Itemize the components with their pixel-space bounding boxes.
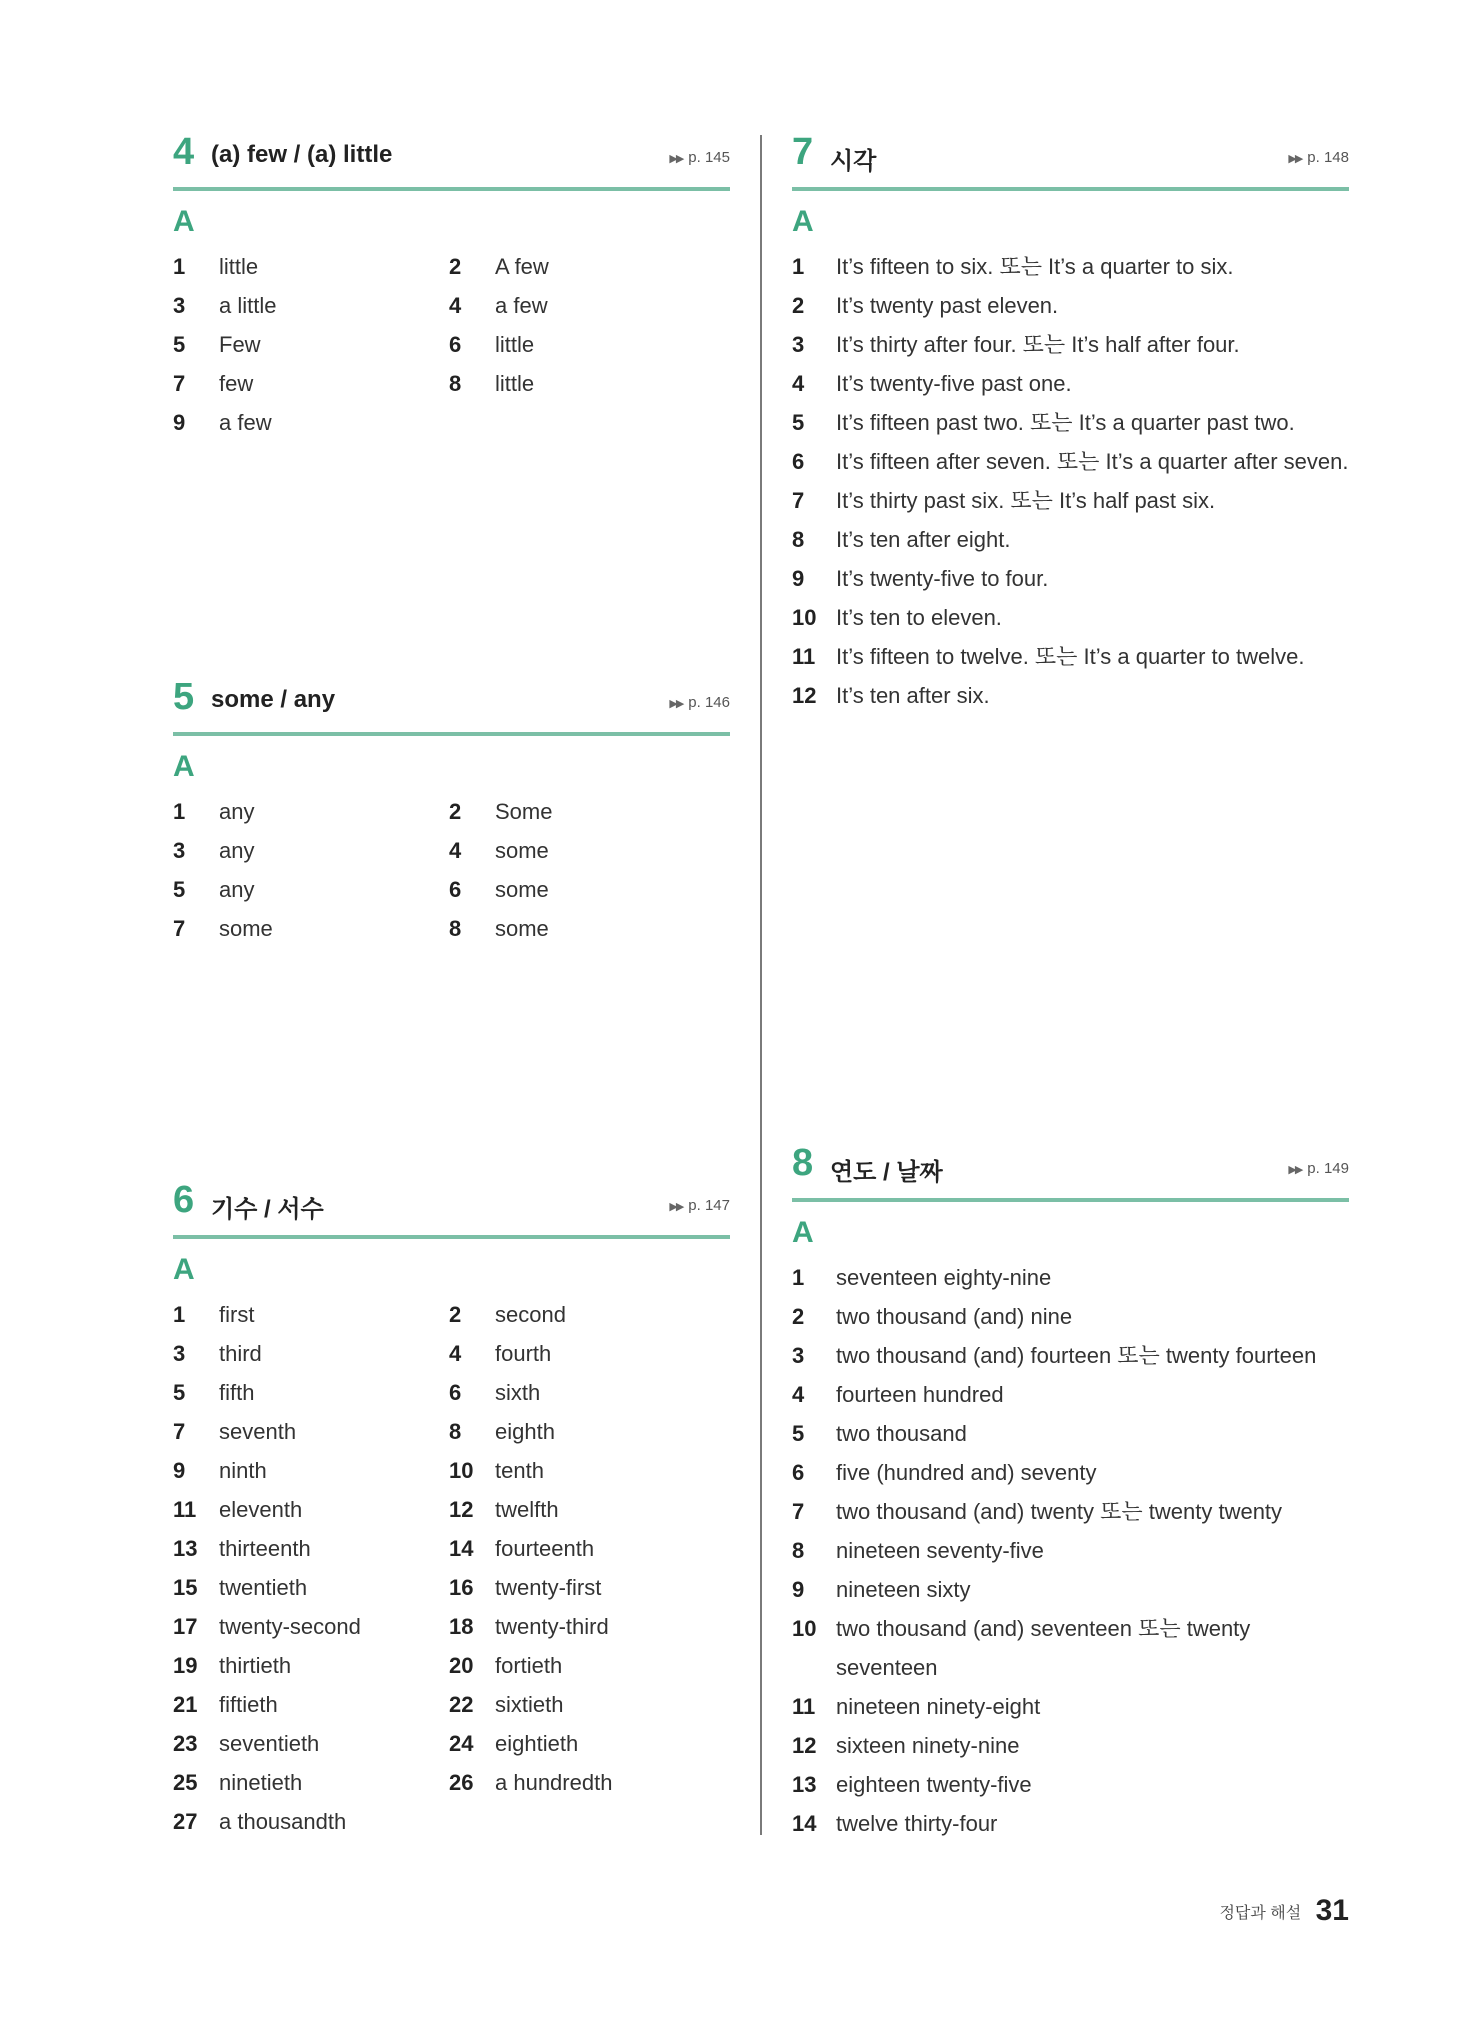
item-answer: thirteenth [219, 1536, 311, 1561]
item-number: 5 [173, 877, 186, 902]
item-number: 1 [792, 254, 805, 279]
answer-item [792, 364, 1349, 403]
answer-item [792, 1531, 1349, 1570]
section-header [173, 676, 730, 736]
item-number: 23 [173, 1731, 198, 1756]
item-answer: any [219, 799, 255, 824]
item-answer: sixth [495, 1380, 541, 1405]
item-answer: seventh [219, 1419, 297, 1444]
answer-item [792, 1609, 1349, 1687]
section-header [173, 131, 730, 191]
exercise-letter: A [792, 205, 814, 238]
page-number: 31 [1315, 1894, 1349, 1927]
answer-item [792, 1726, 1349, 1765]
item-answer: It’s twenty-five past one. [836, 371, 1072, 396]
item-number: 6 [792, 449, 805, 474]
item-number: 9 [792, 566, 805, 591]
item-answer: twenty-third [495, 1614, 609, 1639]
page-reference: ▶▶ p. 147 [669, 1197, 730, 1214]
item-number: 10 [792, 605, 817, 630]
item-answer: It’s fifteen to six. 또는 It’s a quarter to six. [836, 254, 1234, 279]
answer-item [792, 403, 1349, 442]
double-arrow-icon: ▶▶ [669, 153, 683, 165]
item-number: 12 [449, 1497, 474, 1522]
footer-label: 정답과 해설 [1219, 1904, 1302, 1922]
item-answer: It’s ten after eight. [836, 527, 1011, 552]
item-number: 6 [792, 1460, 805, 1485]
item-answer: some [495, 877, 549, 902]
section-title: 시각 [830, 148, 877, 175]
item-answer: little [495, 332, 535, 357]
item-number: 12 [792, 1733, 817, 1758]
page-reference: ▶▶ p. 149 [1288, 1160, 1349, 1177]
item-answer: any [219, 877, 255, 902]
answer-item [792, 1297, 1349, 1336]
item-number: 3 [792, 332, 805, 357]
item-answer: nineteen ninety-eight [836, 1694, 1041, 1719]
item-number: 24 [449, 1731, 474, 1756]
item-number: 1 [173, 254, 186, 279]
answer-item [792, 637, 1349, 676]
answer-item [792, 1453, 1349, 1492]
item-number: 7 [173, 916, 186, 941]
column-divider [760, 135, 762, 1835]
exercise-letter: A [173, 750, 195, 783]
section-number: 7 [792, 131, 814, 173]
item-answer: two thousand (and) fourteen 또는 twenty fourteen [836, 1343, 1317, 1368]
item-answer: eightieth [495, 1731, 579, 1756]
section-number: 8 [792, 1142, 814, 1184]
item-number: 4 [449, 1341, 462, 1366]
item-answer: first [219, 1302, 255, 1327]
item-answer: two thousand [836, 1421, 967, 1446]
section-number: 5 [173, 676, 195, 718]
item-answer: ninth [219, 1458, 267, 1483]
answer-item [792, 325, 1349, 364]
answer-item [792, 1375, 1349, 1414]
answer-list [792, 247, 1349, 715]
section-4 [173, 131, 730, 435]
exercise-letter: A [792, 1216, 814, 1249]
item-answer: A few [495, 254, 549, 279]
item-answer: some [495, 916, 549, 941]
item-number: 5 [792, 410, 805, 435]
item-number: 6 [449, 332, 462, 357]
item-number: 25 [173, 1770, 198, 1795]
item-number: 14 [449, 1536, 474, 1561]
double-arrow-icon: ▶▶ [1288, 1164, 1302, 1176]
item-answer: It’s twenty-five to four. [836, 566, 1049, 591]
answer-item [792, 1687, 1349, 1726]
item-answer: twentieth [219, 1575, 308, 1600]
item-number: 11 [173, 1497, 197, 1522]
item-answer: Some [495, 799, 553, 824]
page-reference: ▶▶ p. 145 [669, 149, 730, 166]
item-number: 4 [449, 838, 462, 863]
answer-item [792, 1570, 1349, 1609]
item-answer: twelfth [495, 1497, 559, 1522]
item-answer: eleventh [219, 1497, 303, 1522]
answer-item [792, 442, 1349, 481]
item-number: 3 [173, 1341, 186, 1366]
section-title: 기수 / 서수 [211, 1196, 324, 1223]
section-number: 4 [173, 131, 195, 173]
item-answer: a few [219, 410, 272, 435]
item-number: 11 [792, 1694, 816, 1719]
item-answer: thirtieth [219, 1653, 292, 1678]
item-answer: twenty-second [219, 1614, 361, 1639]
item-number: 8 [792, 527, 805, 552]
item-number: 8 [449, 916, 462, 941]
item-number: 2 [792, 1304, 805, 1329]
item-number: 7 [792, 488, 805, 513]
item-number: 4 [792, 371, 805, 396]
item-answer: nineteen sixty [836, 1577, 971, 1602]
answer-item [792, 1492, 1349, 1531]
item-number: 18 [449, 1614, 474, 1639]
item-number: 3 [173, 293, 186, 318]
item-number: 3 [792, 1343, 805, 1368]
item-answer: little [219, 254, 259, 279]
item-number: 27 [173, 1809, 198, 1834]
item-number: 21 [173, 1692, 198, 1717]
item-number: 2 [449, 799, 462, 824]
item-number: 13 [173, 1536, 198, 1561]
item-number: 8 [449, 371, 462, 396]
answer-item [792, 559, 1349, 598]
section-8 [792, 1142, 1349, 1836]
item-number: 1 [792, 1265, 805, 1290]
item-answer: a little [219, 293, 277, 318]
item-number: 20 [449, 1653, 474, 1678]
item-answer: fourth [495, 1341, 552, 1366]
item-number: 2 [792, 293, 805, 318]
item-answer: seventeen eighty-nine [836, 1265, 1052, 1290]
item-answer: a few [495, 293, 548, 318]
item-answer: It’s twenty past eleven. [836, 293, 1059, 318]
double-arrow-icon: ▶▶ [669, 698, 683, 710]
item-answer: nineteen seventy-five [836, 1538, 1044, 1563]
item-answer: fourteen hundred [836, 1382, 1004, 1407]
exercise-letter: A [173, 1253, 195, 1286]
item-number: 5 [173, 1380, 186, 1405]
item-number: 9 [173, 410, 186, 435]
item-number: 6 [449, 1380, 462, 1405]
item-number: 9 [792, 1577, 805, 1602]
item-number: 15 [173, 1575, 198, 1600]
answer-item [792, 286, 1349, 325]
item-number: 6 [449, 877, 462, 902]
answer-item [792, 676, 1349, 715]
item-answer: seventieth [219, 1731, 320, 1756]
item-number: 26 [449, 1770, 474, 1795]
item-answer: twenty-first [495, 1575, 602, 1600]
item-number: 16 [449, 1575, 474, 1600]
item-number: 7 [792, 1499, 805, 1524]
item-answer: eighteen twenty-five [836, 1772, 1032, 1797]
item-answer: some [219, 916, 273, 941]
answer-item [792, 520, 1349, 559]
double-arrow-icon: ▶▶ [669, 1201, 683, 1213]
item-number: 9 [173, 1458, 186, 1483]
item-number: 1 [173, 799, 186, 824]
item-number: 13 [792, 1772, 817, 1797]
item-answer: It’s thirty past six. 또는 It’s half past six. [836, 488, 1216, 513]
item-answer: tenth [495, 1458, 544, 1483]
answer-item [792, 598, 1349, 637]
item-number: 1 [173, 1302, 186, 1327]
page-reference: ▶▶ p. 146 [669, 694, 730, 711]
item-answer: five (hundred and) seventy [836, 1460, 1097, 1485]
section-title: some / any [211, 686, 336, 713]
item-number: 4 [449, 293, 462, 318]
item-answer: fortieth [495, 1653, 563, 1678]
item-number: 2 [449, 1302, 462, 1327]
item-number: 10 [792, 1616, 817, 1641]
answer-item [792, 1414, 1349, 1453]
section-6 [173, 1179, 730, 1834]
item-answer: ninetieth [219, 1770, 303, 1795]
item-number: 12 [792, 683, 817, 708]
item-number: 10 [449, 1458, 474, 1483]
item-answer: third [219, 1341, 262, 1366]
section-number: 6 [173, 1179, 195, 1221]
exercise-letter: A [173, 205, 195, 238]
item-number: 8 [449, 1419, 462, 1444]
item-answer: It’s fifteen after seven. 또는 It’s a quarter after seven. [836, 449, 1349, 474]
section-header [792, 131, 1349, 191]
page-footer [1219, 1894, 1349, 1934]
answer-item [792, 1336, 1349, 1375]
item-answer: two thousand (and) nine [836, 1304, 1073, 1329]
answer-item [792, 1258, 1349, 1297]
section-header [792, 1142, 1349, 1202]
item-number: 3 [173, 838, 186, 863]
item-number: 5 [792, 1421, 805, 1446]
item-number: 17 [173, 1614, 198, 1639]
section-header [173, 1179, 730, 1239]
item-answer: two thousand (and) seventeen 또는 twenty seventeen [836, 1616, 1251, 1680]
item-answer: few [219, 371, 254, 396]
answer-item [792, 247, 1349, 286]
item-answer: second [495, 1302, 566, 1327]
item-answer: some [495, 838, 549, 863]
item-answer: It’s ten to eleven. [836, 605, 1002, 630]
item-answer: a thousandth [219, 1809, 347, 1834]
item-answer: It’s fifteen to twelve. 또는 It’s a quarter to twelve. [836, 644, 1305, 669]
item-number: 19 [173, 1653, 198, 1678]
item-answer: any [219, 838, 255, 863]
item-answer: sixtieth [495, 1692, 564, 1717]
answer-item [792, 1804, 1349, 1843]
item-answer: little [495, 371, 535, 396]
item-number: 22 [449, 1692, 474, 1717]
item-answer: fifth [219, 1380, 255, 1405]
page-reference: ▶▶ p. 148 [1288, 149, 1349, 166]
item-answer: It’s ten after six. [836, 683, 990, 708]
section-7 [792, 131, 1349, 708]
item-answer: eighth [495, 1419, 555, 1444]
item-answer: Few [219, 332, 261, 357]
item-number: 7 [173, 1419, 186, 1444]
item-answer: sixteen ninety-nine [836, 1733, 1020, 1758]
item-number: 7 [173, 371, 186, 396]
item-number: 2 [449, 254, 462, 279]
item-answer: two thousand (and) twenty 또는 twenty twenty [836, 1499, 1283, 1524]
item-answer: fiftieth [219, 1692, 278, 1717]
answer-item [792, 481, 1349, 520]
answer-item [792, 1765, 1349, 1804]
item-number: 5 [173, 332, 186, 357]
item-number: 4 [792, 1382, 805, 1407]
section-title: 연도 / 날짜 [830, 1159, 943, 1186]
item-number: 14 [792, 1811, 817, 1836]
item-number: 8 [792, 1538, 805, 1563]
item-answer: fourteenth [495, 1536, 595, 1561]
item-answer: twelve thirty-four [836, 1811, 998, 1836]
section-5 [173, 676, 730, 941]
item-answer: It’s fifteen past two. 또는 It’s a quarter past two. [836, 410, 1295, 435]
item-answer: a hundredth [495, 1770, 613, 1795]
double-arrow-icon: ▶▶ [1288, 153, 1302, 165]
section-title: (a) few / (a) little [211, 141, 393, 168]
answer-list [792, 1258, 1349, 1843]
item-number: 11 [792, 644, 816, 669]
item-answer: It’s thirty after four. 또는 It’s half after four. [836, 332, 1240, 357]
